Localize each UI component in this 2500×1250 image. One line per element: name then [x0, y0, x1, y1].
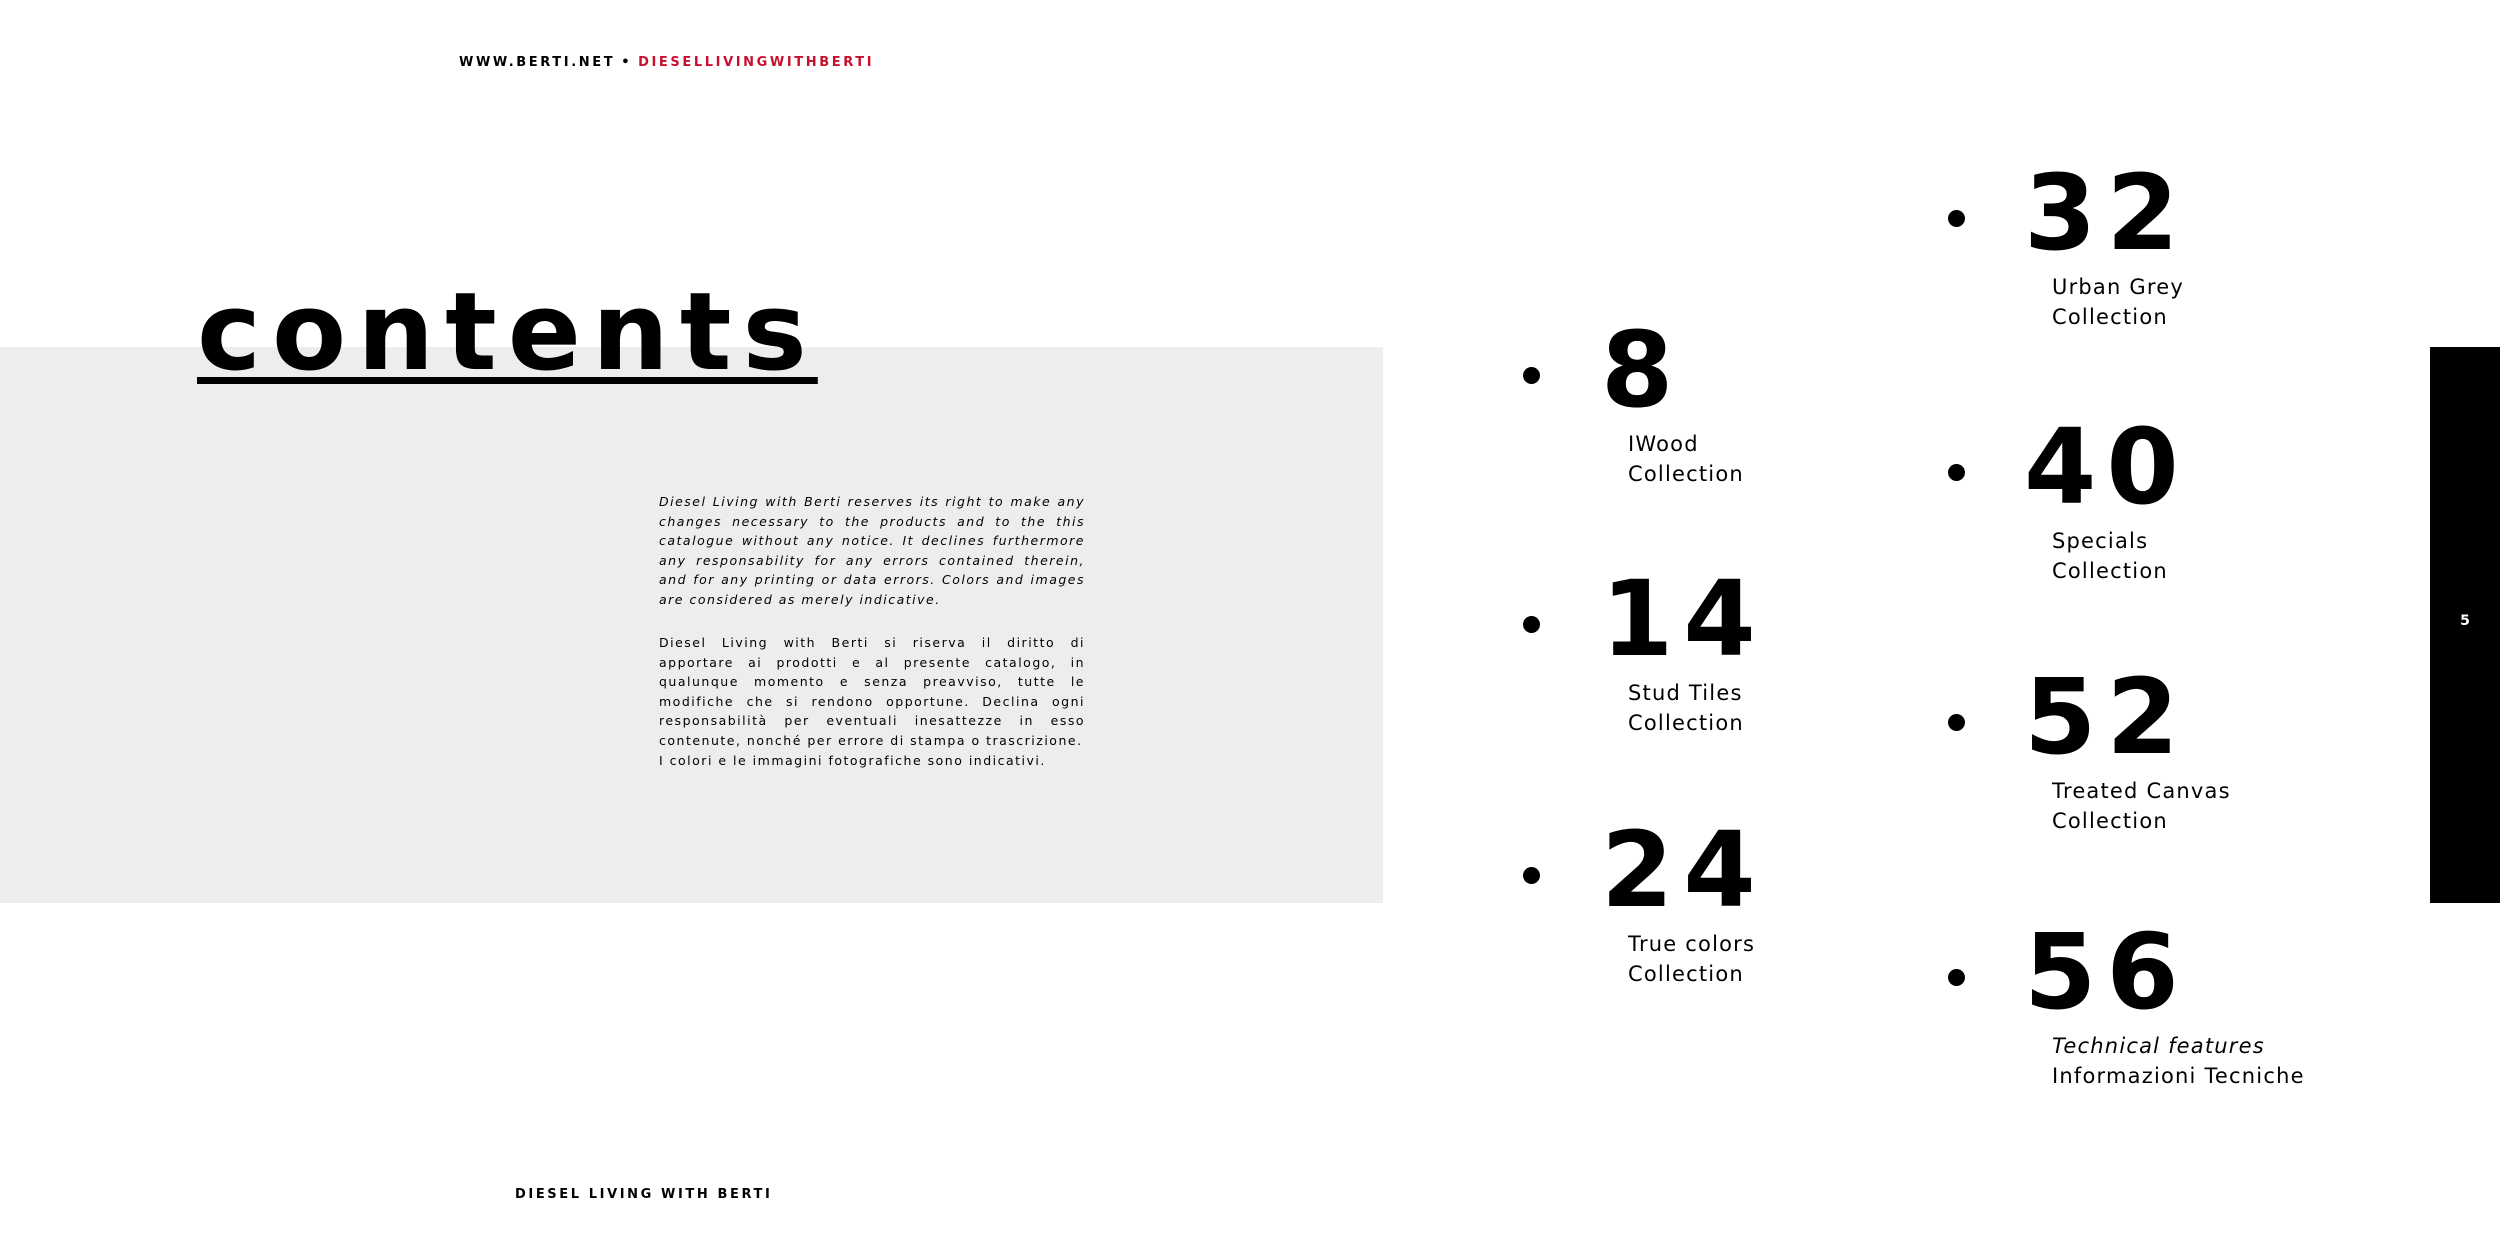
- side-tab: [2430, 347, 2500, 903]
- entry-label: Treated Canvas Collection: [2052, 779, 2231, 833]
- entry-label: Stud Tiles Collection: [1628, 681, 1744, 735]
- entry-page-number: 8: [1601, 309, 1684, 431]
- page-number: 5: [2460, 613, 2470, 629]
- footer-brand: DIESEL LIVING WITH BERTI: [515, 1187, 773, 1202]
- header-separator: •: [621, 55, 633, 70]
- entry-page-number: 32: [2024, 152, 2189, 274]
- entry-label: IWood Collection: [1628, 432, 1744, 486]
- bullet-icon: [1948, 714, 1965, 731]
- hashtag: DIESELLIVINGWITHBERTI: [638, 55, 875, 70]
- header-line: [459, 55, 874, 70]
- bullet-icon: [1523, 867, 1540, 884]
- entry-label: Specials Collection: [2052, 529, 2168, 583]
- disclaimer-english: Diesel Living with Berti reserves its right to make any changes necessary to the products and to the this catalogue without any notice. It declines furthermore any responsability for any errors contained therein, and for any printing or data errors. Colors and images are considered as merely indicative.: [659, 494, 1085, 607]
- bullet-icon: [1948, 210, 1965, 227]
- bullet-icon: [1948, 464, 1965, 481]
- page-title: contents: [197, 270, 818, 395]
- disclaimer-italian: [659, 633, 1085, 770]
- bullet-icon: [1948, 969, 1965, 986]
- entry-label: Urban Grey Collection: [2052, 275, 2184, 329]
- disclaimer-italian-body: Diesel Living with Berti si riserva il diritto di apportare ai prodotti e al presente catalogo, in qualunque momento e senza preavviso, tutte le modifiche che si rendono opportune. Declina ogni responsabilità per eventuali inesattezze in esso contenute, nonché per errore di stampa o trascrizione.: [659, 635, 1085, 748]
- bullet-icon: [1523, 367, 1540, 384]
- entry-page-number: 14: [1601, 558, 1766, 680]
- website-link[interactable]: WWW.BERTI.NET: [459, 55, 616, 70]
- bullet-icon: [1523, 616, 1540, 633]
- entry-label: Technical features Informazioni Tecniche: [2052, 1034, 2305, 1088]
- entry-page-number: 52: [2024, 656, 2189, 778]
- disclaimer-italian-last: I colori e le immagini fotografiche sono indicativi.: [659, 752, 1046, 768]
- entry-page-number: 40: [2024, 406, 2189, 528]
- gray-band: [0, 347, 1383, 903]
- entry-page-number: 24: [1601, 809, 1766, 931]
- entry-page-number: 56: [2024, 911, 2189, 1033]
- entry-label: True colors Collection: [1628, 932, 1756, 986]
